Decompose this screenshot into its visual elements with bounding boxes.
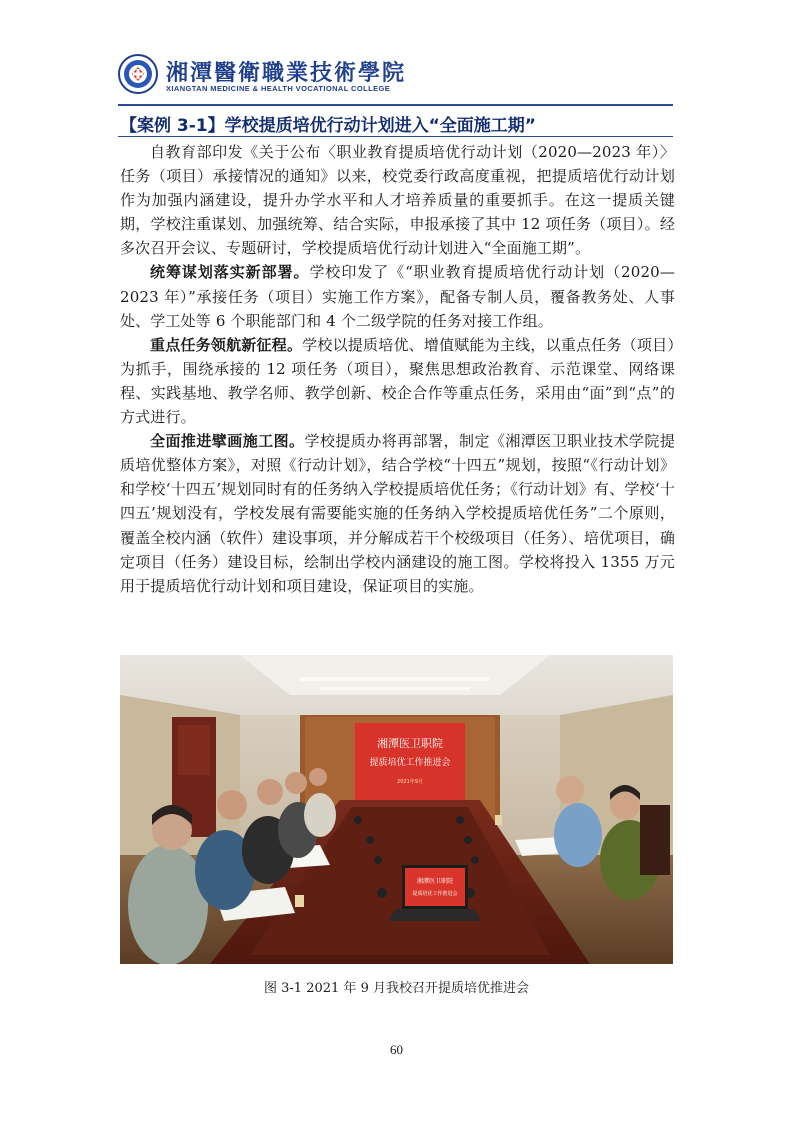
body-text [120,140,675,598]
school-name-cn: 湘潭醫衛職業技術學院 [166,60,407,86]
case-title: 【案例 3-1】学校提质培优行动计划进入“全面施工期” [120,116,536,136]
page-header [118,54,678,104]
laptop-line1: 湘潭医卫职院 [416,878,454,885]
school-name-en: XIANGTAN MEDICINE & HEALTH VOCATIONAL COLLEGE [166,84,391,93]
title-divider [118,136,673,137]
paragraph-key-tasks: 重点任务领航新征程。学校以提质培优、增值赋能为主线，以重点任务（项目）为抓手，围绕承接的 12 项任务（项目），聚焦思想政治教育、示范课堂、网络课程、实践基地、教学名师、教学创新、校企合作等重点任务，采用由“面”到“点”的方式进行。 [120,335,675,427]
banner-line1: 湘潭医卫职院 [377,737,443,750]
banner-line2: 提质培优工作推进会 [369,758,451,768]
paragraph-full-progress: 全面推进擘画施工图。学校提质办将再部署，制定《湘潭医卫职业技术学院提质培优整体方案》，对照《行动计划》，结合学校“十四五”规划，按照“《行动计划》和学校‘十四五’规划同时有的任务纳入学校提质培优任务；《行动计划》有、学校‘十四五’规划没有，学校发展有需要能实施的任务纳入学校提质培优任务”二个原则，覆盖全校内涵（软件）建设事项，并分解成若干个校级项目（任务）、培优项目，确定项目（任务）建设目标，绘制出学校内涵建设的施工图。学校将投入 1355 万元用于提质培优行动计划和项目建设，保证项目的实施。 [120,432,675,595]
laptop-line2: 提质培优工作推进会 [412,891,458,897]
paragraph-heading: 统筹谋划落实新部署。 [150,263,310,282]
paragraph-heading: 重点任务领航新征程。 [150,335,303,354]
paragraph-heading: 全面推进擘画施工图。 [150,432,305,451]
meeting-photo [120,655,673,964]
header-divider [118,104,673,106]
banner-date: 2021年9月 [397,779,423,785]
paragraph-planning: 统筹谋划落实新部署。学校印发了《“职业教育提质培优行动计划（2020—2023 年）”承接任务（项目）实施工作方案》，配备专制人员，覆备教务处、人事处、学工处等 6 个职能部门和 4 个二级学院的任务对接工作组。 [120,263,675,330]
figure-caption: 图 3-1 2021 年 9 月我校召开提质培优推进会 [264,981,529,996]
paragraph-intro: 自教育部印发《关于公布〈职业教育提质培优行动计划（2020—2023 年）〉任务（项目）承接情况的通知》以来，校党委行政高度重视，把提质培优行动计划作为加强内涵建设，提升办学水平和人才培养质量的重要抓手。在这一提质关键期，学校注重谋划、加强统筹、结合实际，申报承接了其中 12 项任务（项目）。经多次召开会议、专题研讨，学校提质培优行动计划进入“全面施工期”。 [120,143,675,258]
page-number: 60 [390,1042,403,1057]
school-logo-icon [118,54,158,94]
